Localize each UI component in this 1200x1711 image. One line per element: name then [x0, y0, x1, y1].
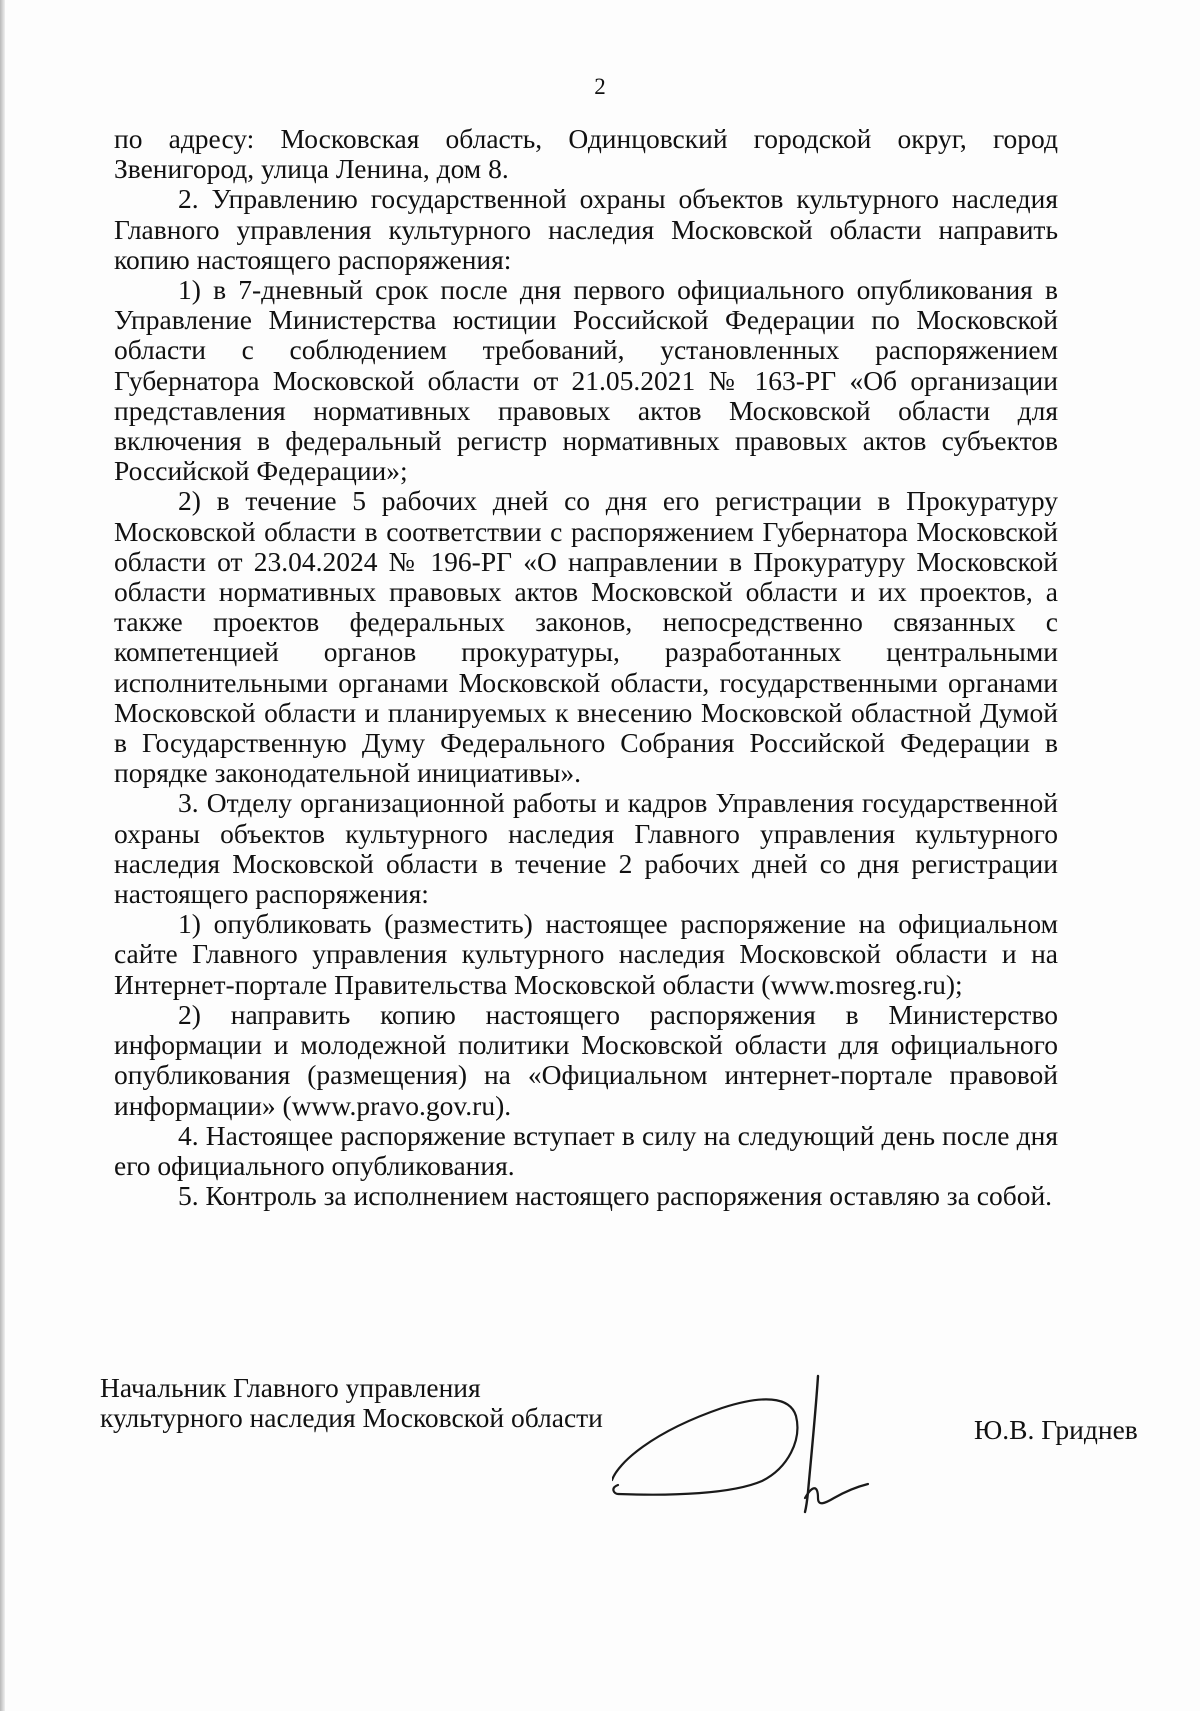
paragraph-item-2: 2. Управлению государственной охраны объектов культурного наследия Главного управления культурного наследия Московской области направить копию настоящего распоряжения:: [114, 183, 1058, 275]
signer-position-line-2: культурного наследия Московской области: [100, 1402, 603, 1433]
document-body: [114, 124, 1058, 1211]
signer-position-line-1: Начальник Главного управления: [100, 1372, 481, 1403]
paragraph-item-2-2: 2) в течение 5 рабочих дней со дня его регистрации в Прокуратуру Московской области в соответствии с распоряжением Губернатора Московской области от 23.04.2024 № 196-РГ «О направлении в Прокуратуру Московской области нормативных правовых актов Московской области и их проектов, а также проектов федеральных законов, непосредственно связанных с компетенцией органов прокуратуры, разработанных центральными исполнительными органами Московской области, государственными органами Московской области и планируемых к внесению Московской областной Думой в Государственную Думу Федерального Собрания Российской Федерации в порядке законодательной инициативы».: [114, 485, 1058, 789]
paragraph-address-continuation: по адресу: Московская область, Одинцовский городской округ, город Звенигород, улица Ленина, дом 8.: [114, 123, 1058, 185]
signature-block: [96, 1372, 1138, 1533]
signer-name: Ю.В. Гриднев: [974, 1414, 1138, 1445]
signer-position: [100, 1373, 660, 1433]
handwritten-signature: [612, 1368, 882, 1518]
paragraph-item-2-1: 1) в 7-дневный срок после дня первого официального опубликования в Управление Министерства юстиции Российской Федерации по Московской области с соблюдением требований, установленных распоряжением Губернатора Московской области от 21.05.2021 № 163-РГ «Об организации представления нормативных правовых актов Московской области для включения в федеральный регистр нормативных правовых актов субъектов Российской Федерации»;: [114, 274, 1058, 487]
scan-edge-shadow: [0, 0, 5, 1711]
paragraph-item-5: 5. Контроль за исполнением настоящего распоряжения оставляю за собой.: [178, 1180, 1053, 1212]
paragraph-item-3-2: 2) направить копию настоящего распоряжения в Министерство информации и молодежной политики Московской области для официального опубликования (размещения) на «Официальном интернет-портале правовой информации» (www.pravo.gov.ru).: [114, 998, 1058, 1121]
page-number: 2: [594, 74, 606, 99]
paragraph-item-4: 4. Настоящее распоряжение вступает в силу на следующий день после дня его официального опубликования.: [114, 1119, 1058, 1181]
paragraph-item-3: 3. Отделу организационной работы и кадров Управления государственной охраны объектов культурного наследия Главного управления культурного наследия Московской области в течение 2 рабочих дней со дня регистрации настоящего распоряжения:: [114, 787, 1058, 910]
paragraph-item-3-1: 1) опубликовать (разместить) настоящее распоряжение на официальном сайте Главного управления культурного наследия Московской области и на Интернет-портале Правительства Московской области (www.mosreg.ru);: [114, 908, 1058, 1000]
